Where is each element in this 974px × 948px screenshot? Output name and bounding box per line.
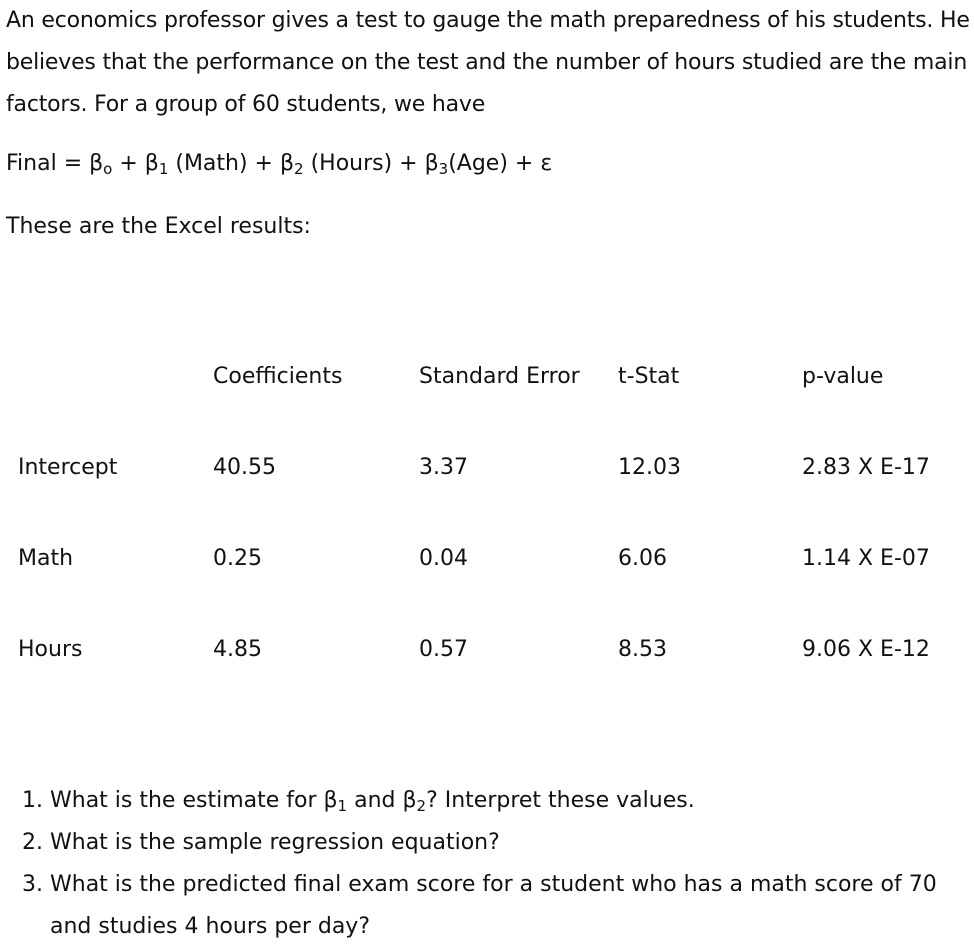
question-text: What is the sample regression equation? xyxy=(50,830,500,855)
coefficient-value: 40.55 xyxy=(213,455,276,480)
beta1-subscript: 1 xyxy=(158,160,169,178)
t-stat-value: 12.03 xyxy=(618,455,681,480)
beta1-subscript: 1 xyxy=(337,797,348,815)
row-label: Math xyxy=(18,546,74,571)
question-number: 2. xyxy=(22,830,43,855)
regression-model-equation xyxy=(6,143,552,185)
t-stat-value: 8.53 xyxy=(618,637,667,662)
question-number: 3. xyxy=(22,872,43,897)
coefficient-value: 0.25 xyxy=(213,546,262,571)
p-value-value: 2.83 X E-17 xyxy=(802,455,930,480)
row-label: Intercept xyxy=(18,455,118,480)
equation-hours-term: (Hours) + β xyxy=(303,151,439,176)
header-standard-error: Standard Error xyxy=(419,364,580,389)
coefficient-value: 4.85 xyxy=(213,637,262,662)
t-stat-value: 6.06 xyxy=(618,546,667,571)
beta2-subscript: 2 xyxy=(294,160,304,178)
header-coefficients: Coefficients xyxy=(213,364,343,389)
p-value-value: 1.14 X E-07 xyxy=(802,546,930,571)
list-item xyxy=(22,864,972,948)
problem-intro-text: An economics professor gives a test to gauge the math preparedness of his students. He believes that the performance on the test and the number of hours studied are the main factors. For a group of 60 students, we have xyxy=(6,8,970,117)
standard-error-value: 3.37 xyxy=(419,455,468,480)
beta0-subscript: o xyxy=(103,160,113,178)
standard-error-value: 0.57 xyxy=(419,637,468,662)
equation-math-term: (Math) + β xyxy=(168,151,295,176)
question-text-part: ? Interpret these values. xyxy=(426,788,695,813)
question-list xyxy=(22,780,972,948)
equation-lhs: Final = β xyxy=(6,151,104,176)
list-item xyxy=(22,822,972,864)
question-number: 1. xyxy=(22,788,43,813)
header-t-stat: t-Stat xyxy=(618,364,680,389)
list-item xyxy=(22,780,972,822)
excel-results-note: These are the Excel results: xyxy=(6,214,311,239)
header-p-value: p-value xyxy=(802,364,884,389)
beta3-subscript: 3 xyxy=(438,160,449,178)
question-text-part: What is the estimate for β xyxy=(50,788,338,813)
equation-plus: + β xyxy=(112,151,159,176)
p-value-value: 9.06 X E-12 xyxy=(802,637,930,662)
equation-age-term: (Age) + ε xyxy=(448,151,553,176)
standard-error-value: 0.04 xyxy=(419,546,468,571)
question-text-part: and β xyxy=(347,788,417,813)
question-text: What is the predicted final exam score for a student who has a math score of 70 and studies 4 hours per day? xyxy=(50,872,937,939)
beta2-subscript: 2 xyxy=(416,797,427,815)
row-label: Hours xyxy=(18,637,83,662)
